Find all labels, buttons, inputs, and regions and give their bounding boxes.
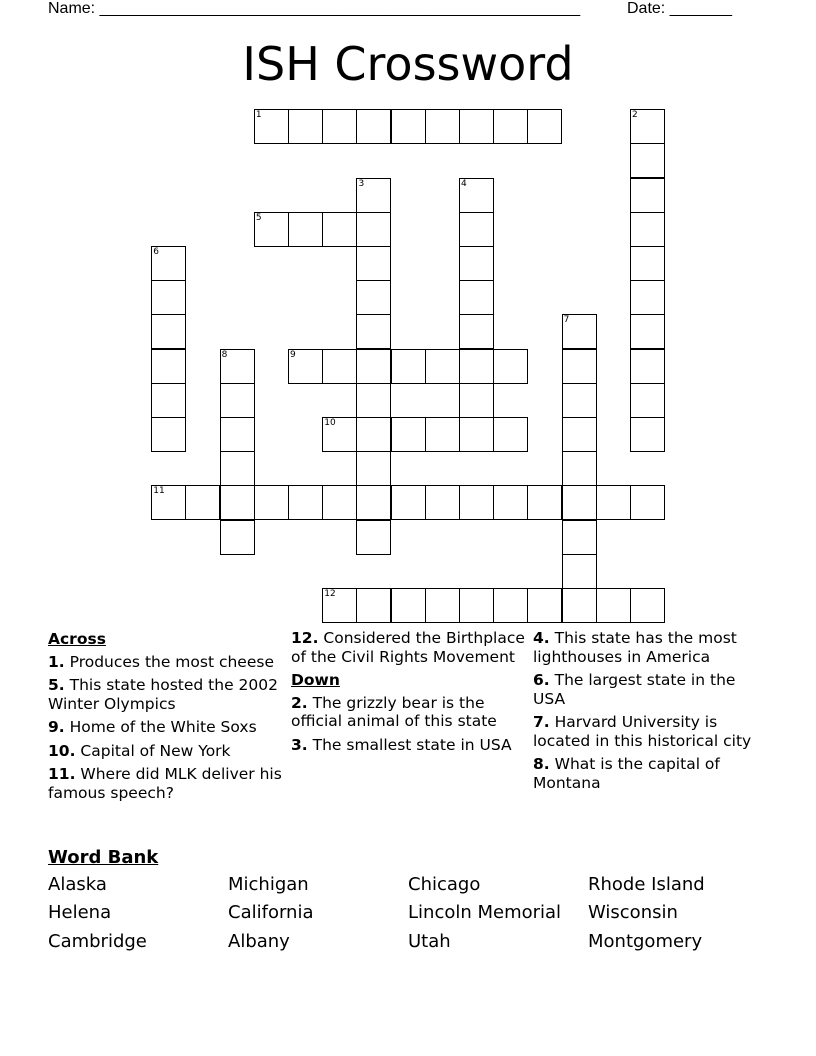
grid-cell[interactable] (596, 485, 631, 520)
grid-cell[interactable] (562, 520, 597, 555)
grid-cell[interactable] (356, 485, 391, 520)
date-line[interactable]: Date: _______ (627, 0, 732, 17)
cell-number: 9 (290, 349, 296, 360)
grid-cell[interactable] (527, 109, 562, 144)
cell-number: 11 (153, 486, 165, 497)
down-heading: Down (291, 671, 340, 689)
grid-cell[interactable] (391, 588, 426, 623)
grid-cell[interactable] (459, 417, 494, 452)
grid-cell[interactable] (493, 588, 528, 623)
grid-cell[interactable] (322, 417, 357, 452)
grid-cell[interactable] (322, 349, 357, 384)
grid-cell[interactable] (630, 143, 665, 178)
grid-cell[interactable] (288, 109, 323, 144)
grid-cell[interactable] (151, 485, 186, 520)
grid-cell[interactable] (220, 485, 255, 520)
cell-number: 6 (153, 247, 159, 258)
clue-down-7: 7. Harvard University is located in this historical city (533, 713, 752, 750)
grid-cell[interactable] (596, 588, 631, 623)
cell-number: 2 (632, 110, 638, 121)
word-bank-item: Alaska (48, 874, 107, 895)
grid-cell[interactable] (630, 588, 665, 623)
grid-cell[interactable] (356, 451, 391, 486)
grid-cell[interactable] (459, 383, 494, 418)
grid-cell[interactable] (391, 109, 426, 144)
word-bank-item: Helena (48, 902, 112, 923)
word-bank-item: Rhode Island (588, 874, 705, 895)
grid-cell[interactable] (356, 109, 391, 144)
grid-cell[interactable] (630, 349, 665, 384)
grid-cell[interactable] (425, 417, 460, 452)
grid-cell[interactable] (493, 417, 528, 452)
grid-cell[interactable] (288, 212, 323, 247)
grid-cell[interactable] (151, 349, 186, 384)
word-bank-item: Montgomery (588, 931, 703, 952)
clue-down-6: 6. The largest state in the USA (533, 671, 736, 708)
grid-cell[interactable] (493, 109, 528, 144)
grid-cell[interactable] (562, 588, 597, 623)
grid-cell[interactable] (630, 417, 665, 452)
grid-cell[interactable] (562, 451, 597, 486)
cell-number: 3 (358, 178, 365, 189)
grid-cell[interactable] (562, 417, 597, 452)
grid-cell[interactable] (356, 280, 391, 315)
grid-cell[interactable] (425, 349, 460, 384)
word-bank-item: Cambridge (48, 931, 147, 952)
grid-cell[interactable] (493, 349, 528, 384)
grid-cell[interactable] (254, 109, 289, 144)
grid-cell[interactable] (459, 109, 494, 144)
grid-cell[interactable] (356, 246, 391, 281)
clue-across-1: 1. Produces the most cheese (48, 652, 274, 671)
clue-across-11: 11. Where did MLK deliver his famous speech? (48, 765, 282, 802)
grid-cell[interactable] (459, 349, 494, 384)
cell-number: 10 (324, 418, 336, 429)
grid-cell[interactable] (630, 212, 665, 247)
grid-cell[interactable] (459, 588, 494, 623)
grid-cell[interactable] (356, 178, 391, 213)
grid-cell[interactable] (630, 178, 665, 213)
grid-cell[interactable] (459, 314, 494, 349)
word-bank-item: Chicago (408, 874, 481, 895)
grid-cell[interactable] (220, 417, 255, 452)
clue-across-5: 5. This state hosted the 2002 Winter Olympics (48, 676, 278, 713)
clue-down-3: 3. The smallest state in USA (291, 735, 512, 754)
word-bank-item: California (228, 902, 314, 923)
grid-cell[interactable] (356, 417, 391, 452)
cell-number: 5 (255, 212, 262, 223)
grid-cell[interactable] (151, 280, 186, 315)
cell-number: 8 (221, 349, 228, 360)
grid-cell[interactable] (630, 109, 665, 144)
grid-cell[interactable] (562, 485, 597, 520)
word-bank-item: Utah (408, 931, 451, 952)
grid-cell[interactable] (493, 485, 528, 520)
grid-cell[interactable] (459, 178, 494, 213)
word-bank-item: Albany (228, 931, 290, 952)
grid-cell[interactable] (459, 485, 494, 520)
grid-cell[interactable] (630, 485, 665, 520)
grid-cell[interactable] (562, 349, 597, 384)
clue-down-8: 8. What is the capital of Montana (533, 755, 720, 792)
word-bank-item: Michigan (228, 874, 309, 895)
grid-cell[interactable] (288, 349, 323, 384)
grid-cell[interactable] (356, 349, 391, 384)
grid-cell[interactable] (151, 246, 186, 281)
grid-cell[interactable] (562, 554, 597, 589)
grid-cell[interactable] (356, 314, 391, 349)
cell-number: 7 (563, 315, 570, 326)
page-title: ISH Crossword (242, 37, 574, 91)
grid-cell[interactable] (459, 280, 494, 315)
grid-cell[interactable] (356, 383, 391, 418)
name-line[interactable]: Name: ______________________________________________________ (48, 0, 581, 17)
grid-cell[interactable] (151, 383, 186, 418)
grid-cell[interactable] (356, 588, 391, 623)
grid-cell[interactable] (220, 451, 255, 486)
clue-column-1 (48, 629, 284, 807)
word-bank-title: Word Bank (48, 847, 159, 868)
grid-cell[interactable] (527, 485, 562, 520)
grid-cell[interactable] (630, 280, 665, 315)
grid-cell[interactable] (356, 212, 391, 247)
grid-cell[interactable] (425, 588, 460, 623)
cell-number: 12 (324, 589, 336, 600)
grid-cell[interactable] (630, 314, 665, 349)
grid-cell[interactable] (254, 212, 289, 247)
grid-cell[interactable] (630, 383, 665, 418)
cell-number: 4 (461, 178, 467, 189)
grid-cell[interactable] (630, 246, 665, 281)
clue-across-12: 12. Considered the Birthplace of the Civil Rights Movement (291, 629, 525, 666)
grid-cell[interactable] (185, 485, 220, 520)
clue-column-3 (533, 629, 769, 797)
clue-across-10: 10. Capital of New York (48, 741, 231, 760)
grid-cell[interactable] (527, 588, 562, 623)
grid-cell[interactable] (288, 485, 323, 520)
grid-cell[interactable] (562, 383, 597, 418)
word-bank-item: Wisconsin (588, 902, 678, 923)
grid-cell[interactable] (322, 588, 357, 623)
grid-cell[interactable] (254, 485, 289, 520)
grid-cell[interactable] (322, 485, 357, 520)
grid-cell[interactable] (459, 212, 494, 247)
across-heading: Across (48, 630, 106, 648)
grid-cell[interactable] (220, 520, 255, 555)
grid-cell[interactable] (322, 212, 357, 247)
clue-across-9: 9. Home of the White Soxs (48, 718, 257, 736)
grid-cell[interactable] (151, 417, 186, 452)
grid-cell[interactable] (220, 349, 255, 384)
grid-cell[interactable] (459, 246, 494, 281)
cell-number: 1 (255, 110, 262, 121)
clue-column-2 (291, 629, 527, 759)
grid-cell[interactable] (391, 485, 426, 520)
grid-cell[interactable] (391, 417, 426, 452)
word-bank-item: Lincoln Memorial (408, 902, 562, 923)
clue-down-4: 4. This state has the most lighthouses in America (533, 629, 737, 666)
grid-cell[interactable] (322, 109, 357, 144)
grid-cell[interactable] (356, 520, 391, 555)
grid-cell[interactable] (220, 383, 255, 418)
grid-cell[interactable] (562, 314, 597, 349)
grid-cell[interactable] (425, 485, 460, 520)
grid-cell[interactable] (391, 349, 426, 384)
grid-cell[interactable] (425, 109, 460, 144)
grid-cell[interactable] (151, 314, 186, 349)
clue-down-2: 2. The grizzly bear is the official animal of this state (291, 693, 497, 730)
